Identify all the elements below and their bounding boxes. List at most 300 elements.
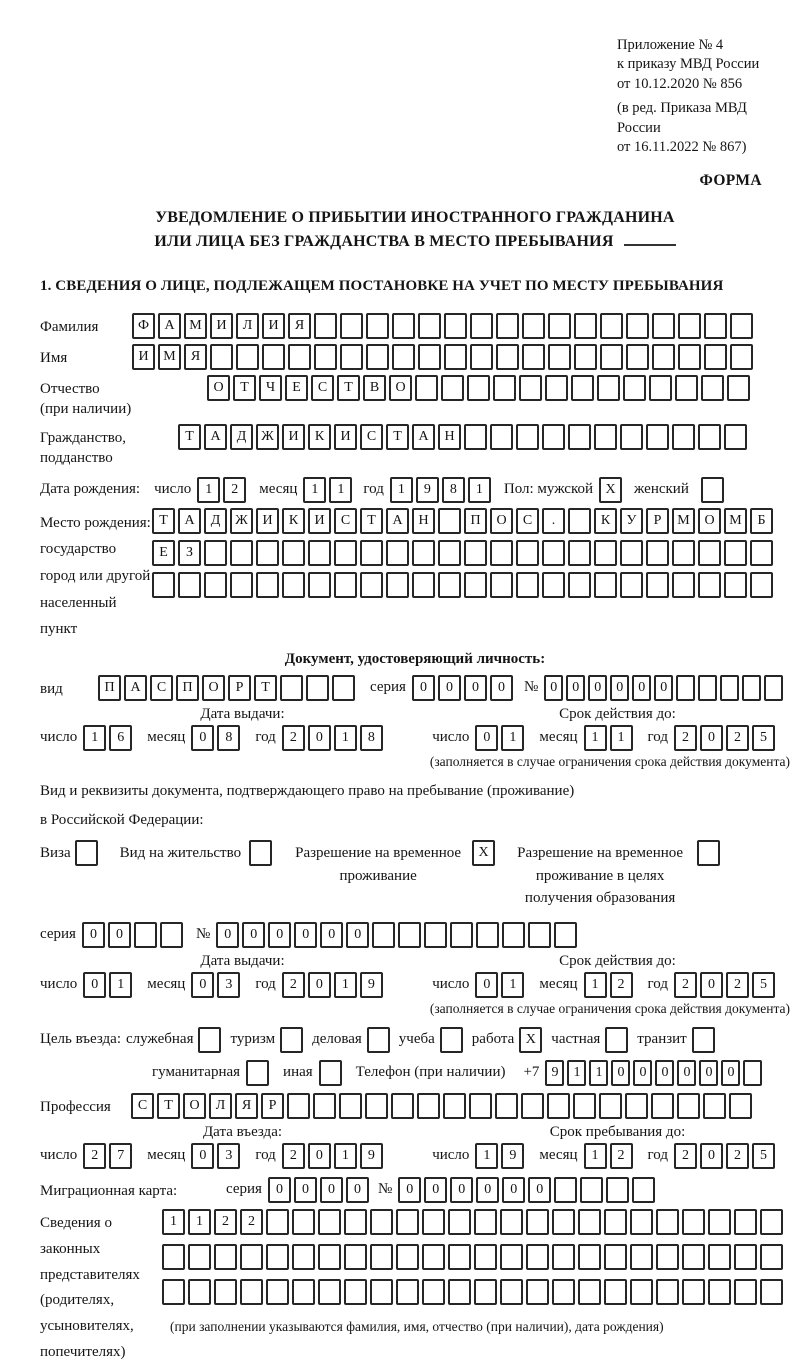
char-cell[interactable]: [698, 572, 721, 598]
char-cell[interactable]: М: [184, 313, 207, 339]
char-cell[interactable]: С: [516, 508, 539, 534]
char-cell[interactable]: 1: [197, 477, 220, 503]
char-cell[interactable]: И: [262, 313, 285, 339]
char-cell[interactable]: К: [282, 508, 305, 534]
char-cell[interactable]: 0: [655, 1060, 674, 1086]
char-cell[interactable]: [516, 424, 539, 450]
char-cell[interactable]: 5: [752, 1143, 775, 1169]
char-cell[interactable]: [256, 572, 279, 598]
char-cell[interactable]: [470, 344, 493, 370]
char-cell[interactable]: [210, 344, 233, 370]
char-cell[interactable]: [502, 922, 525, 948]
char-cell[interactable]: 2: [282, 1143, 305, 1169]
char-cell[interactable]: 0: [294, 922, 317, 948]
char-cell[interactable]: 1: [334, 725, 357, 751]
char-cell[interactable]: 1: [188, 1209, 211, 1235]
char-cell[interactable]: [682, 1279, 705, 1305]
char-cell[interactable]: 1: [303, 477, 326, 503]
char-cell[interactable]: [334, 540, 357, 566]
char-cell[interactable]: [444, 344, 467, 370]
char-cell[interactable]: [392, 344, 415, 370]
char-cell[interactable]: О: [389, 375, 412, 401]
char-cell[interactable]: [444, 313, 467, 339]
char-cell[interactable]: 1: [83, 725, 106, 751]
char-cell[interactable]: [720, 675, 739, 701]
char-cell[interactable]: [516, 540, 539, 566]
char-cell[interactable]: 1: [584, 725, 607, 751]
char-cell[interactable]: [438, 572, 461, 598]
char-cell[interactable]: [656, 1279, 679, 1305]
char-cell[interactable]: [314, 313, 337, 339]
char-cell[interactable]: [578, 1244, 601, 1270]
char-cell[interactable]: А: [412, 424, 435, 450]
char-cell[interactable]: 0: [721, 1060, 740, 1086]
char-cell[interactable]: [318, 1244, 341, 1270]
char-cell[interactable]: [262, 344, 285, 370]
char-cell[interactable]: [578, 1279, 601, 1305]
char-cell[interactable]: [496, 313, 519, 339]
char-cell[interactable]: 2: [674, 972, 697, 998]
char-cell[interactable]: [344, 1279, 367, 1305]
char-cell[interactable]: [366, 313, 389, 339]
char-cell[interactable]: К: [594, 508, 617, 534]
char-cell[interactable]: [398, 922, 421, 948]
char-cell[interactable]: [625, 1093, 648, 1119]
char-cell[interactable]: 2: [214, 1209, 237, 1235]
char-cell[interactable]: 2: [610, 972, 633, 998]
char-cell[interactable]: [578, 1209, 601, 1235]
char-cell[interactable]: Т: [157, 1093, 180, 1119]
char-cell[interactable]: Ж: [256, 424, 279, 450]
char-cell[interactable]: [396, 1209, 419, 1235]
char-cell[interactable]: [282, 540, 305, 566]
char-cell[interactable]: О: [183, 1093, 206, 1119]
char-cell[interactable]: [314, 344, 337, 370]
char-cell[interactable]: [490, 540, 513, 566]
char-cell[interactable]: 0: [566, 675, 585, 701]
char-cell[interactable]: [365, 1093, 388, 1119]
char-cell[interactable]: С: [131, 1093, 154, 1119]
char-cell[interactable]: 9: [360, 1143, 383, 1169]
purpose-study-checkbox[interactable]: [440, 1027, 463, 1053]
char-cell[interactable]: [292, 1244, 315, 1270]
char-cell[interactable]: 0: [216, 922, 239, 948]
char-cell[interactable]: [548, 344, 571, 370]
char-cell[interactable]: [422, 1209, 445, 1235]
char-cell[interactable]: 1: [610, 725, 633, 751]
char-cell[interactable]: 1: [162, 1209, 185, 1235]
char-cell[interactable]: [318, 1209, 341, 1235]
char-cell[interactable]: [574, 313, 597, 339]
char-cell[interactable]: 0: [412, 675, 435, 701]
char-cell[interactable]: [698, 540, 721, 566]
char-cell[interactable]: [470, 313, 493, 339]
char-cell[interactable]: О: [490, 508, 513, 534]
char-cell[interactable]: 0: [700, 972, 723, 998]
char-cell[interactable]: [698, 675, 717, 701]
char-cell[interactable]: [656, 1209, 679, 1235]
char-cell[interactable]: 0: [191, 1143, 214, 1169]
char-cell[interactable]: [724, 424, 747, 450]
purpose-humanitarian-checkbox[interactable]: [246, 1060, 269, 1086]
char-cell[interactable]: [677, 1093, 700, 1119]
char-cell[interactable]: [366, 344, 389, 370]
char-cell[interactable]: [600, 344, 623, 370]
char-cell[interactable]: 0: [424, 1177, 447, 1203]
char-cell[interactable]: [542, 540, 565, 566]
char-cell[interactable]: А: [178, 508, 201, 534]
char-cell[interactable]: [552, 1279, 575, 1305]
char-cell[interactable]: 0: [308, 972, 331, 998]
char-cell[interactable]: [152, 572, 175, 598]
char-cell[interactable]: М: [158, 344, 181, 370]
char-cell[interactable]: [734, 1244, 757, 1270]
char-cell[interactable]: 6: [109, 725, 132, 751]
char-cell[interactable]: 2: [674, 1143, 697, 1169]
sex-male-checkbox[interactable]: X: [599, 477, 622, 503]
char-cell[interactable]: [448, 1279, 471, 1305]
char-cell[interactable]: [313, 1093, 336, 1119]
char-cell[interactable]: [422, 1244, 445, 1270]
char-cell[interactable]: [724, 572, 747, 598]
char-cell[interactable]: [493, 375, 516, 401]
char-cell[interactable]: [604, 1244, 627, 1270]
char-cell[interactable]: Д: [204, 508, 227, 534]
char-cell[interactable]: 1: [567, 1060, 586, 1086]
char-cell[interactable]: [526, 1279, 549, 1305]
char-cell[interactable]: [528, 922, 551, 948]
char-cell[interactable]: 0: [320, 1177, 343, 1203]
char-cell[interactable]: [522, 344, 545, 370]
char-cell[interactable]: [620, 424, 643, 450]
char-cell[interactable]: [672, 540, 695, 566]
char-cell[interactable]: [630, 1209, 653, 1235]
char-cell[interactable]: [547, 1093, 570, 1119]
char-cell[interactable]: 0: [528, 1177, 551, 1203]
char-cell[interactable]: [727, 375, 750, 401]
char-cell[interactable]: Т: [254, 675, 277, 701]
char-cell[interactable]: З: [178, 540, 201, 566]
char-cell[interactable]: [450, 922, 473, 948]
char-cell[interactable]: Ж: [230, 508, 253, 534]
char-cell[interactable]: 1: [334, 1143, 357, 1169]
char-cell[interactable]: [646, 572, 669, 598]
char-cell[interactable]: [334, 572, 357, 598]
purpose-official-checkbox[interactable]: [198, 1027, 221, 1053]
char-cell[interactable]: [604, 1209, 627, 1235]
char-cell[interactable]: [256, 540, 279, 566]
char-cell[interactable]: 0: [700, 1143, 723, 1169]
char-cell[interactable]: [542, 572, 565, 598]
purpose-business-checkbox[interactable]: [367, 1027, 390, 1053]
char-cell[interactable]: [672, 424, 695, 450]
char-cell[interactable]: 5: [752, 972, 775, 998]
char-cell[interactable]: .: [542, 508, 565, 534]
char-cell[interactable]: 9: [416, 477, 439, 503]
char-cell[interactable]: [495, 1093, 518, 1119]
char-cell[interactable]: Т: [386, 424, 409, 450]
char-cell[interactable]: [526, 1209, 549, 1235]
char-cell[interactable]: 0: [308, 725, 331, 751]
char-cell[interactable]: 0: [308, 1143, 331, 1169]
char-cell[interactable]: [306, 675, 329, 701]
char-cell[interactable]: [701, 375, 724, 401]
char-cell[interactable]: [134, 922, 157, 948]
char-cell[interactable]: [568, 540, 591, 566]
char-cell[interactable]: Р: [228, 675, 251, 701]
char-cell[interactable]: 2: [610, 1143, 633, 1169]
char-cell[interactable]: 0: [588, 675, 607, 701]
char-cell[interactable]: [703, 1093, 726, 1119]
char-cell[interactable]: [764, 675, 783, 701]
char-cell[interactable]: [162, 1244, 185, 1270]
char-cell[interactable]: Ф: [132, 313, 155, 339]
char-cell[interactable]: И: [132, 344, 155, 370]
char-cell[interactable]: [441, 375, 464, 401]
char-cell[interactable]: 8: [360, 725, 383, 751]
char-cell[interactable]: П: [176, 675, 199, 701]
char-cell[interactable]: [734, 1209, 757, 1235]
visa-checkbox[interactable]: [75, 840, 98, 866]
char-cell[interactable]: Я: [288, 313, 311, 339]
char-cell[interactable]: [652, 313, 675, 339]
char-cell[interactable]: [386, 540, 409, 566]
residence-permit-checkbox[interactable]: [249, 840, 272, 866]
char-cell[interactable]: С: [334, 508, 357, 534]
char-cell[interactable]: [340, 313, 363, 339]
char-cell[interactable]: 0: [502, 1177, 525, 1203]
char-cell[interactable]: [236, 344, 259, 370]
char-cell[interactable]: [682, 1244, 705, 1270]
char-cell[interactable]: [464, 572, 487, 598]
char-cell[interactable]: 0: [490, 675, 513, 701]
char-cell[interactable]: [574, 344, 597, 370]
char-cell[interactable]: [730, 313, 753, 339]
char-cell[interactable]: [646, 424, 669, 450]
char-cell[interactable]: [448, 1244, 471, 1270]
char-cell[interactable]: Е: [285, 375, 308, 401]
char-cell[interactable]: 3: [217, 972, 240, 998]
char-cell[interactable]: [734, 1279, 757, 1305]
char-cell[interactable]: [392, 313, 415, 339]
char-cell[interactable]: 1: [468, 477, 491, 503]
char-cell[interactable]: [708, 1209, 731, 1235]
char-cell[interactable]: Н: [412, 508, 435, 534]
char-cell[interactable]: [443, 1093, 466, 1119]
char-cell[interactable]: [467, 375, 490, 401]
char-cell[interactable]: [308, 572, 331, 598]
char-cell[interactable]: 0: [294, 1177, 317, 1203]
sex-female-checkbox[interactable]: [701, 477, 724, 503]
char-cell[interactable]: [424, 922, 447, 948]
char-cell[interactable]: [542, 424, 565, 450]
char-cell[interactable]: [412, 540, 435, 566]
char-cell[interactable]: [552, 1209, 575, 1235]
char-cell[interactable]: [545, 375, 568, 401]
char-cell[interactable]: [623, 375, 646, 401]
char-cell[interactable]: [516, 572, 539, 598]
char-cell[interactable]: [630, 1279, 653, 1305]
char-cell[interactable]: [704, 344, 727, 370]
char-cell[interactable]: 0: [633, 1060, 652, 1086]
char-cell[interactable]: [308, 540, 331, 566]
char-cell[interactable]: Л: [209, 1093, 232, 1119]
char-cell[interactable]: [554, 1177, 577, 1203]
char-cell[interactable]: [266, 1209, 289, 1235]
char-cell[interactable]: Я: [184, 344, 207, 370]
char-cell[interactable]: 0: [476, 1177, 499, 1203]
char-cell[interactable]: Т: [152, 508, 175, 534]
char-cell[interactable]: 2: [282, 972, 305, 998]
char-cell[interactable]: 0: [268, 1177, 291, 1203]
char-cell[interactable]: 9: [545, 1060, 564, 1086]
char-cell[interactable]: [370, 1244, 393, 1270]
char-cell[interactable]: Е: [152, 540, 175, 566]
char-cell[interactable]: [266, 1279, 289, 1305]
char-cell[interactable]: [594, 540, 617, 566]
char-cell[interactable]: [332, 675, 355, 701]
char-cell[interactable]: [580, 1177, 603, 1203]
char-cell[interactable]: [162, 1279, 185, 1305]
char-cell[interactable]: [230, 540, 253, 566]
char-cell[interactable]: [500, 1209, 523, 1235]
char-cell[interactable]: [620, 540, 643, 566]
char-cell[interactable]: [678, 344, 701, 370]
char-cell[interactable]: [729, 1093, 752, 1119]
char-cell[interactable]: И: [282, 424, 305, 450]
char-cell[interactable]: [204, 572, 227, 598]
char-cell[interactable]: [396, 1244, 419, 1270]
char-cell[interactable]: [604, 1279, 627, 1305]
char-cell[interactable]: 0: [268, 922, 291, 948]
char-cell[interactable]: 0: [320, 922, 343, 948]
char-cell[interactable]: [469, 1093, 492, 1119]
char-cell[interactable]: [682, 1209, 705, 1235]
char-cell[interactable]: [422, 1279, 445, 1305]
char-cell[interactable]: [760, 1244, 783, 1270]
char-cell[interactable]: [600, 313, 623, 339]
char-cell[interactable]: [340, 344, 363, 370]
char-cell[interactable]: [649, 375, 672, 401]
char-cell[interactable]: 0: [346, 922, 369, 948]
char-cell[interactable]: [360, 540, 383, 566]
char-cell[interactable]: [438, 508, 461, 534]
char-cell[interactable]: Я: [235, 1093, 258, 1119]
char-cell[interactable]: И: [210, 313, 233, 339]
char-cell[interactable]: [188, 1279, 211, 1305]
char-cell[interactable]: [415, 375, 438, 401]
char-cell[interactable]: [464, 540, 487, 566]
char-cell[interactable]: [266, 1244, 289, 1270]
char-cell[interactable]: [474, 1279, 497, 1305]
char-cell[interactable]: 0: [242, 922, 265, 948]
char-cell[interactable]: [599, 1093, 622, 1119]
char-cell[interactable]: [344, 1244, 367, 1270]
char-cell[interactable]: [632, 1177, 655, 1203]
char-cell[interactable]: 2: [726, 972, 749, 998]
char-cell[interactable]: 9: [501, 1143, 524, 1169]
char-cell[interactable]: [490, 572, 513, 598]
char-cell[interactable]: [240, 1244, 263, 1270]
char-cell[interactable]: 1: [584, 972, 607, 998]
char-cell[interactable]: [391, 1093, 414, 1119]
char-cell[interactable]: 0: [610, 675, 629, 701]
char-cell[interactable]: А: [204, 424, 227, 450]
char-cell[interactable]: [676, 675, 695, 701]
char-cell[interactable]: [474, 1244, 497, 1270]
char-cell[interactable]: 8: [217, 725, 240, 751]
char-cell[interactable]: И: [308, 508, 331, 534]
char-cell[interactable]: О: [207, 375, 230, 401]
char-cell[interactable]: 0: [544, 675, 563, 701]
char-cell[interactable]: Т: [233, 375, 256, 401]
char-cell[interactable]: [522, 313, 545, 339]
char-cell[interactable]: 1: [334, 972, 357, 998]
char-cell[interactable]: [438, 540, 461, 566]
char-cell[interactable]: 1: [329, 477, 352, 503]
char-cell[interactable]: А: [158, 313, 181, 339]
char-cell[interactable]: 2: [726, 1143, 749, 1169]
char-cell[interactable]: [594, 572, 617, 598]
char-cell[interactable]: П: [464, 508, 487, 534]
char-cell[interactable]: А: [386, 508, 409, 534]
char-cell[interactable]: [476, 922, 499, 948]
char-cell[interactable]: 1: [589, 1060, 608, 1086]
char-cell[interactable]: [178, 572, 201, 598]
char-cell[interactable]: [698, 424, 721, 450]
char-cell[interactable]: [568, 424, 591, 450]
char-cell[interactable]: [620, 572, 643, 598]
char-cell[interactable]: [678, 313, 701, 339]
char-cell[interactable]: [651, 1093, 674, 1119]
char-cell[interactable]: [571, 375, 594, 401]
char-cell[interactable]: 1: [390, 477, 413, 503]
char-cell[interactable]: [750, 572, 773, 598]
char-cell[interactable]: [519, 375, 542, 401]
char-cell[interactable]: 0: [108, 922, 131, 948]
char-cell[interactable]: 5: [752, 725, 775, 751]
char-cell[interactable]: [573, 1093, 596, 1119]
char-cell[interactable]: 1: [109, 972, 132, 998]
char-cell[interactable]: 1: [584, 1143, 607, 1169]
char-cell[interactable]: [474, 1209, 497, 1235]
char-cell[interactable]: Т: [337, 375, 360, 401]
char-cell[interactable]: [282, 572, 305, 598]
char-cell[interactable]: У: [620, 508, 643, 534]
char-cell[interactable]: [568, 572, 591, 598]
char-cell[interactable]: [626, 344, 649, 370]
char-cell[interactable]: [280, 675, 303, 701]
char-cell[interactable]: О: [698, 508, 721, 534]
char-cell[interactable]: 3: [217, 1143, 240, 1169]
char-cell[interactable]: 1: [501, 725, 524, 751]
char-cell[interactable]: [448, 1209, 471, 1235]
temporary-residence-checkbox[interactable]: X: [472, 840, 495, 866]
char-cell[interactable]: [214, 1244, 237, 1270]
char-cell[interactable]: [606, 1177, 629, 1203]
char-cell[interactable]: [188, 1244, 211, 1270]
char-cell[interactable]: [552, 1244, 575, 1270]
char-cell[interactable]: [418, 344, 441, 370]
char-cell[interactable]: [386, 572, 409, 598]
char-cell[interactable]: Т: [360, 508, 383, 534]
char-cell[interactable]: А: [124, 675, 147, 701]
char-cell[interactable]: [652, 344, 675, 370]
char-cell[interactable]: М: [672, 508, 695, 534]
char-cell[interactable]: Д: [230, 424, 253, 450]
char-cell[interactable]: И: [256, 508, 279, 534]
char-cell[interactable]: И: [334, 424, 357, 450]
